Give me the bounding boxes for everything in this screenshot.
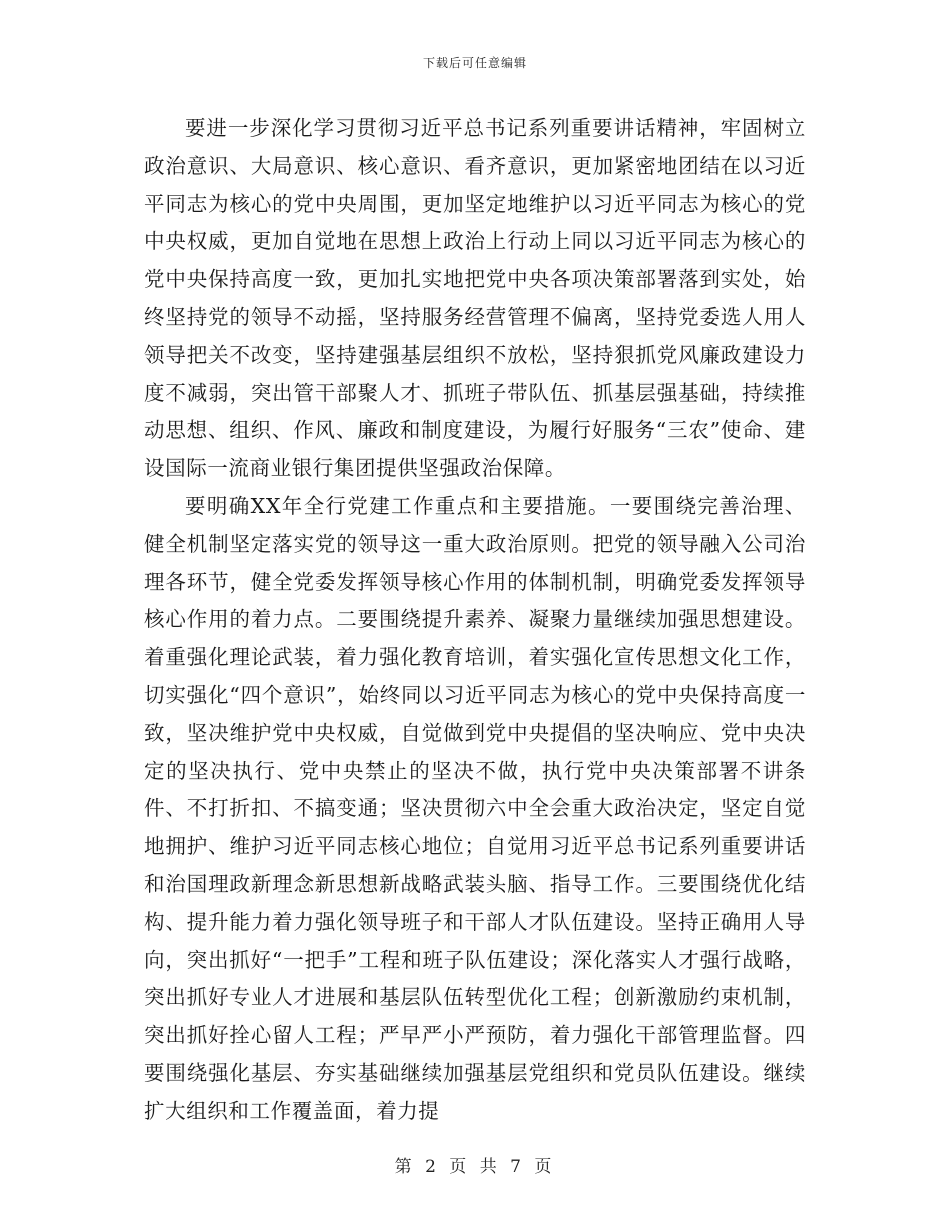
- header-note: 下载后可任意编辑: [422, 56, 527, 70]
- page-number: 第 2 页 共 7 页: [394, 1157, 556, 1177]
- document-body: [144, 110, 806, 1131]
- paragraph: 要明确XX年全行党建工作重点和主要措施。一要围绕完善治理、健全机制坚定落实党的领导这一重大政治原则。把党的领导融入公司治理各环节，健全党委发挥领导核心作用的体制机制，明确党委发挥领导核心作用的着力点。二要围绕提升素养、凝聚力量继续加强思想建设。着重强化理论武装，着力强化教育培训，着实强化宣传思想文化工作，切实强化“四个意识”，始终同以习近平同志为核心的党中央保持高度一致，坚决维护党中央权威，自觉做到党中央提倡的坚决响应、党中央决定的坚决执行、党中央禁止的坚决不做，执行党中央决策部署不讲条件、不打折扣、不搞变通；坚决贯彻六中全会重大政治决定，坚定自觉地拥护、维护习近平同志核心地位；自觉用习近平总书记系列重要讲话和治国理政新理念新思想新战略武装头脑、指导工作。三要围绕优化结构、提升能力着力强化领导班子和干部人才队伍建设。坚持正确用人导向，突出抓好“一把手”工程和班子队伍建设；深化落实人才强行战略，突出抓好专业人才进展和基层队伍转型优化工程；创新激励约束机制，突出抓好拴心留人工程；严早严小严预防，着力强化干部管理监督。四要围绕强化基层、夯实基础继续加强基层党组织和党员队伍建设。继续扩大组织和工作覆盖面，着力提: [144, 493, 806, 1123]
- paragraph: 要进一步深化学习贯彻习近平总书记系列重要讲话精神，牢固树立政治意识、大局意识、核心意识、看齐意识，更加紧密地团结在以习近平同志为核心的党中央周围，更加坚定地维护以习近平同志为核心的党中央权威，更加自觉地在思想上政治上行动上同以习近平同志为核心的党中央保持高度一致，更加扎实地把党中央各项决策部署落到实处，始终坚持党的领导不动摇，坚持服务经营管理不偏离，坚持党委选人用人领导把关不改变，坚持建强基层组织不放松，坚持狠抓党风廉政建设力度不减弱，突出管干部聚人才、抓班子带队伍、抓基层强基础，持续推动思想、组织、作风、廉政和制度建设，为履行好服务“三农”使命、建设国际一流商业银行集团提供坚强政治保障。: [144, 116, 806, 481]
